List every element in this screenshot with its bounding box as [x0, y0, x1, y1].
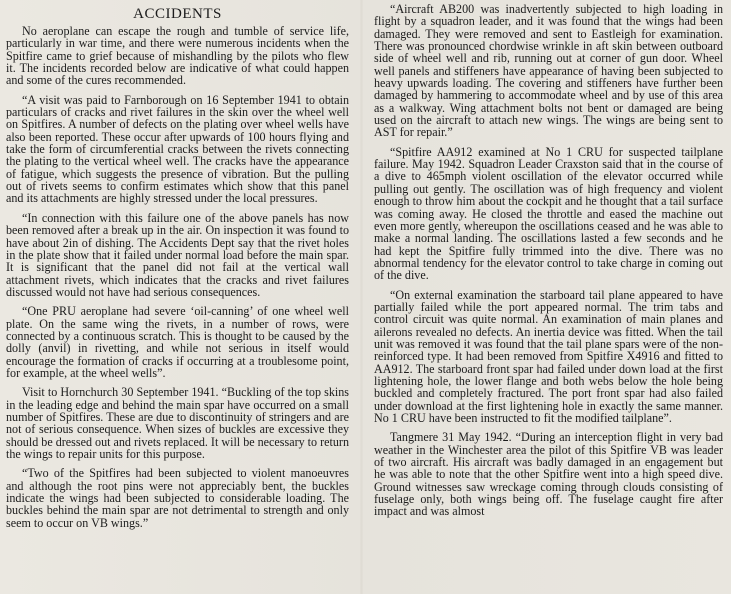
page-gutter — [360, 0, 363, 594]
section-title: ACCIDENTS — [133, 6, 222, 22]
paragraph: “On external examination the starboard tail plane appeared to have partially failed while the port appeared normal. The trim tabs and control circuit was quite normal. An examination of main planes and ailerons revealed no defects. An inertia device was fitted. When the tail unit was removed it was found that the tail plane spars were of the non-reinforced type. It had been removed from Spitfire X4916 and fitted to AA912. The starboard front spar had failed under down load at the first lightening hole, the lower flange and both webs below the hole being buckled and completely fractured. The port front spar had also failed under download at the first lightening hole in exactly the same manner. No 1 CRU have been instructed to fit the modified tailplane”. — [374, 287, 723, 425]
right-column — [374, 3, 723, 525]
paragraph: Tangmere 31 May 1942. “During an interception flight in very bad weather in the Winchester area the pilot of this Spitfire VB was leader of two aircraft. His aircraft was badly damaged in an engagement but he was able to note that the other Spitfire went into a high speed dive. Ground witnesses saw wreckage coming through clouds consisting of fuselage only, both wings being off. The fuselage caught fire after impact and was almost — [374, 430, 723, 519]
paragraph: “Spitfire AA912 examined at No 1 CRU for suspected tailplane failure. May 1942. Squadron Leader Craxston said that in the course of a dive to 465mph violent oscillation of the elevator occurred while pulling out gently. The oscillation was of high frequency and violent enough to throw him about the cockpit and he thought that a tail surface was coming away. He closed the throttle and eased the machine out even more gently, whereupon the oscillations ceased and he was able to make a normal landing. The oscillations lasted a few seconds and he had kept the Spitfire fully trimmed into the dive. There was no abnormal tendency for the elevator control to take charge in coming out of the dive. — [374, 144, 723, 283]
paragraph: Visit to Hornchurch 30 September 1941. “Buckling of the top skins in the leading edge and behind the main spar have occurred on a small number of Spitfires. These are due to discontinuity of stringers and are not of serious consequence. When sizes of buckles are excessive they should be dressed out and rivets replaced. It will be necessary to return the wings to repair units for this purpose. — [6, 385, 349, 461]
paragraph: “Aircraft AB200 was inadvertently subjected to high loading in flight by a squadron leader, and it was found that the wings had been damaged. They were removed and sent to Eastleigh for examination. There was pronounced chordwise wrinkle in aft skin between outboard side of wheel well and rib, running out at corner of gun door. Wheel well panels and stiffeners have appearance of having been subjected to heavy upwards loading. The covering and stiffeners have further been damaged by hammering to accommodate wheel and by use of this area as a walkway. Wing attachment bolts not bent or damaged are being used on the aircraft to attach new wings. The wings are being sent to AST for repair.” — [374, 2, 723, 140]
paragraph: “Two of the Spitfires had been subjected to violent manoeuvres and although the root pins were not appreciably bent, the buckles indicate the wings had been subjected to considerable loading. The buckles behind the main spar are not detrimental to strength and only seem to occur on VB wings.” — [6, 466, 349, 530]
paragraph: No aeroplane can escape the rough and tumble of service life, particularly in war time, and there were numerous incidents when the Spitfire came to grief because of mishandling by the pilots who flew it. The incidents recorded below are indicative of what could happen and some of the cures recommended. — [6, 24, 349, 88]
paragraph: “A visit was paid to Farnborough on 16 September 1941 to obtain particulars of cracks and rivet failures in the skin over the wheel well on Spitfires. A number of defects on the plating over wheel wells have also been reported. These occur after upwards of 100 hours flying and take the form of circumferential cracks between the rivets connecting the plating to the vertical wheel well. The cracks have the appearance of fatigue, which suggests the presence of vibration. But the pulling out of rivets seems to confirm estimates which show that this panel and its attachments are highly stressed under the local pressures. — [6, 92, 349, 206]
paragraph: “One PRU aeroplane had severe ‘oil-canning’ of one wheel well plate. On the same wing the rivets, in a number of rows, were connected by a continuous scratch. This is thought to be caused by the dolly (anvil) in rivetting, and while not serious in itself would encourage the formation of cracks if occurring at a troublesome point, for example, at the wheel wells”. — [6, 304, 349, 380]
left-column — [6, 6, 349, 536]
paragraph: “In connection with this failure one of the above panels has now been removed after a break up in the air. On inspection it was found to have about 2in of dishing. The Accidents Dept say that the rivet holes in the plate show that it failed under normal load before the main spar. It is significant that the panel did not fail at the vertical wall attachment rivets, which indicates that the cracks and rivet failures discussed would not have had serious consequences. — [6, 210, 349, 299]
